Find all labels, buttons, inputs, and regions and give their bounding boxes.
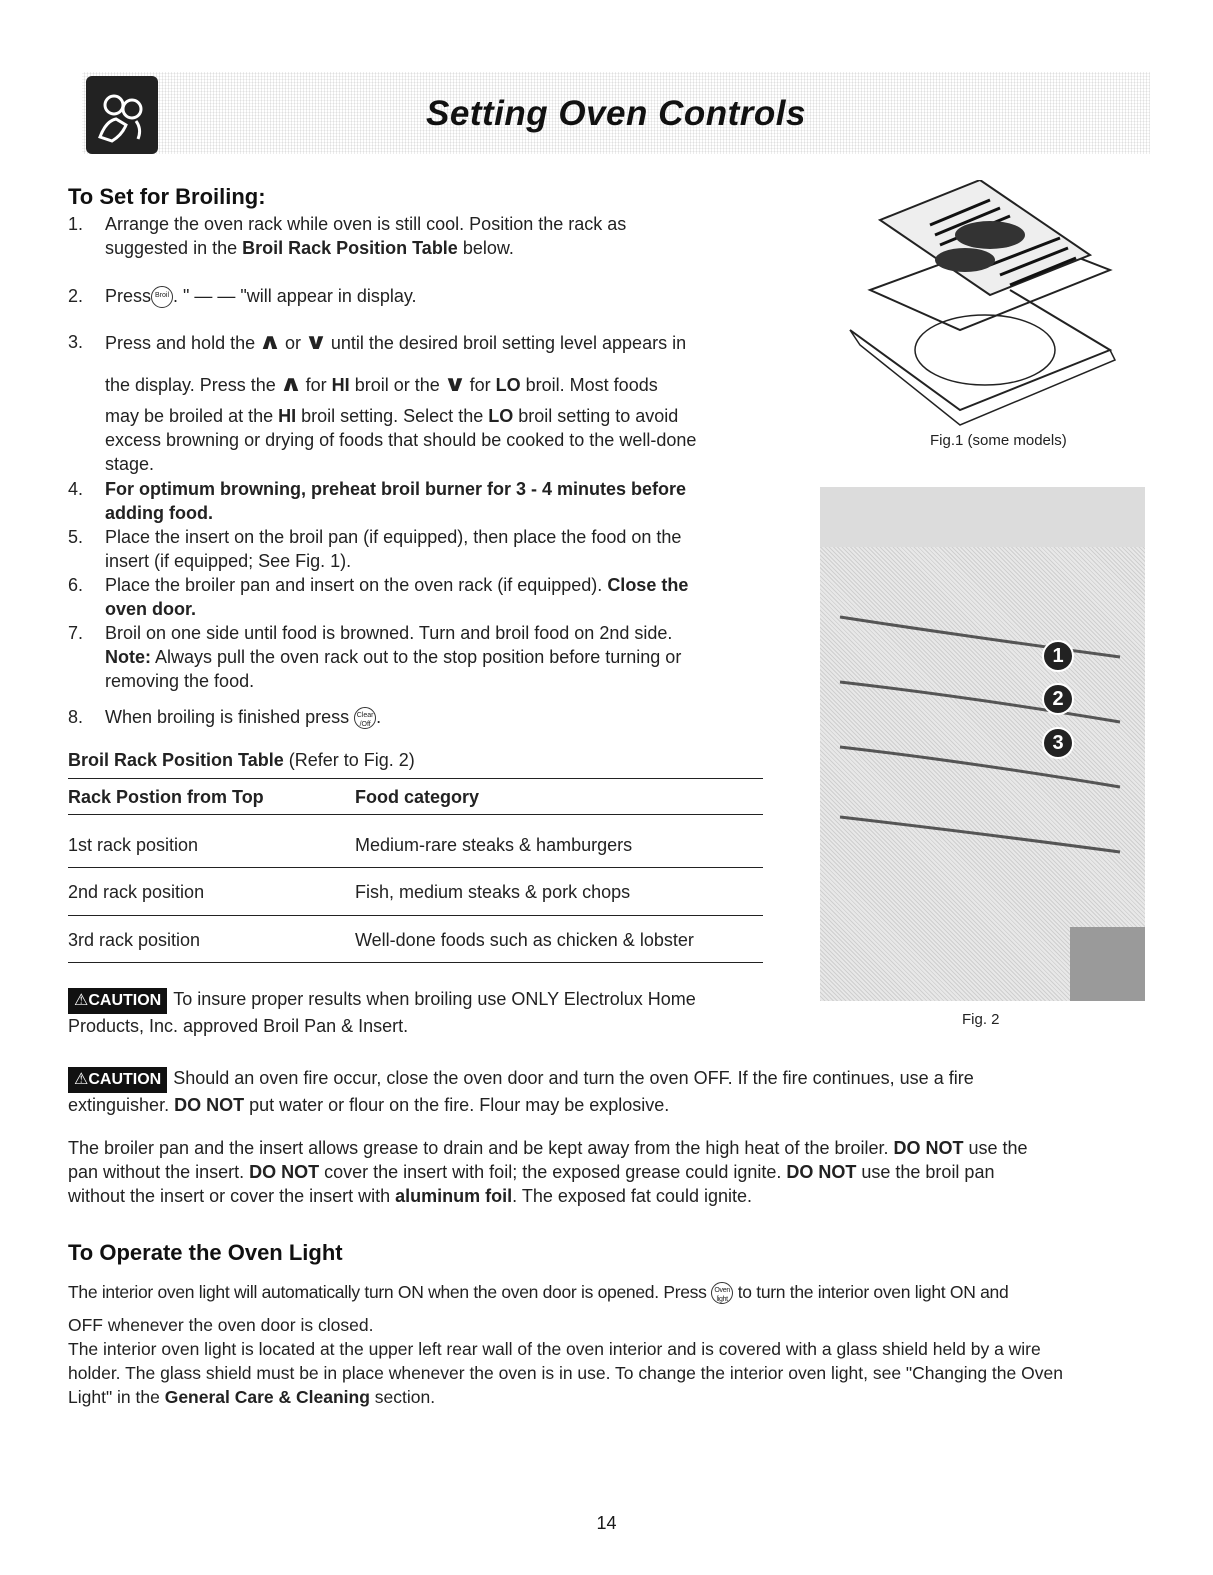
step-number: 1.: [68, 214, 84, 234]
table-header-rack: Rack Postion from Top: [68, 787, 264, 807]
caution-badge: ⚠CAUTION: [68, 988, 167, 1014]
step-number: 5.: [68, 527, 84, 547]
step-3: Press and hold the ∧ or ∨ until the desired broil setting level appears in: [105, 329, 687, 354]
up-arrow-icon: ∧: [258, 329, 282, 354]
step-8: When broiling is finished press Clear /Off .: [105, 707, 382, 729]
oven-light-heading: To Operate the Oven Light: [68, 1240, 343, 1265]
table-header-food: Food category: [355, 787, 480, 807]
divider: [68, 867, 763, 868]
grease-paragraph: The broiler pan and the insert allows grease to drain and be kept away from the high heat of the broiler. DO NOT use the pan without the insert. DO NOT cover the insert with foil; the exposed grease could ignite. DO NOT use the broil pan without the insert or cover the insert with aluminum foil. The exposed fat could ignite.: [68, 1138, 1028, 1206]
down-arrow-icon: ∨: [304, 329, 328, 354]
page-title: Setting Oven Controls: [426, 94, 806, 133]
step-5: Place the insert on the broil pan (if equipped), then place the food on the insert (if equipped; See Fig. 1).: [105, 527, 682, 571]
caution-note-fire: ⚠CAUTION Should an oven fire occur, close the oven door and turn the oven OFF. If the fire continues, use a fire extinguisher. DO NOT put water or flour on the fire. Flour may be explosive.: [68, 1068, 974, 1115]
table-cell: 1st rack position: [68, 835, 199, 855]
table-cell: Fish, medium steaks & pork chops: [355, 882, 631, 902]
caution-note-broil-pan: ⚠CAUTION To insure proper results when broiling use ONLY Electrolux Home Products, Inc. approved Broil Pan & Insert.: [68, 989, 696, 1036]
step-number: 4.: [68, 479, 84, 499]
broil-pan-figure: [840, 180, 1120, 430]
step-number: 3.: [68, 332, 84, 352]
rack-marker-2: 2: [1042, 683, 1074, 715]
step-3-line-2: the display. Press the ∧ for HI broil or the ∨ for LO broil. Most foods: [105, 371, 658, 396]
step-1: Arrange the oven rack while oven is still cool. Position the rack as suggested in the Broil Rack Position Table below.: [105, 214, 627, 258]
broil-key-icon: Broil: [151, 286, 173, 308]
header-banner: [82, 72, 1150, 154]
step-number: 6.: [68, 575, 84, 595]
rack-marker-1: 1: [1042, 640, 1074, 672]
up-arrow-icon: ∧: [279, 371, 303, 396]
fig1-caption: Fig.1 (some models): [930, 432, 1067, 449]
step-number: 7.: [68, 623, 84, 643]
divider: [68, 778, 763, 779]
step-3-rest: may be broiled at the HI broil setting. Select the LO broil setting to avoid excess browning or drying of foods that should be cooked to the well-done stage.: [105, 406, 697, 474]
rack-marker-3: 3: [1042, 727, 1074, 759]
step-7: Broil on one side until food is browned. Turn and broil food on 2nd side. Note: Always pull the oven rack out to the stop position before turning or removing the food.: [105, 623, 682, 691]
oven-light-key-icon: Oven light: [711, 1282, 733, 1304]
page-number: 14: [596, 1513, 617, 1533]
table-cell: 3rd rack position: [68, 930, 201, 950]
step-4: For optimum browning, preheat broil burner for 3 - 4 minutes before adding food.: [105, 479, 687, 523]
caution-badge: ⚠CAUTION: [68, 1067, 167, 1093]
step-2: Press Broil . " — — "will appear in display.: [105, 284, 417, 308]
step-number: 8.: [68, 707, 84, 727]
oven-racks-photo: [820, 487, 1145, 1001]
oven-light-paragraph: OFF whenever the oven door is closed. The interior oven light is located at the upper left rear wall of the oven interior and is covered with a glass shield held by a wire holder. The glass shield must be in place whenever the oven is in use. To change the interior oven light, see "Changing the Oven Light" in the General Care & Cleaning section.: [68, 1315, 1063, 1407]
step-6: Place the broiler pan and insert on the oven rack (if equipped). Close the oven door.: [105, 575, 689, 619]
fig2-caption: Fig. 2: [962, 1011, 1000, 1028]
down-arrow-icon: ∨: [443, 371, 467, 396]
table-caption: Broil Rack Position Table (Refer to Fig. 2): [68, 750, 415, 770]
table-cell: 2nd rack position: [68, 882, 205, 902]
divider: [68, 962, 763, 963]
divider: [68, 915, 763, 916]
table-cell: Medium-rare steaks & hamburgers: [355, 835, 633, 855]
oven-light-line-1: The interior oven light will automatically turn ON when the oven door is opened. Press Oven light to turn the interior oven light ON and: [68, 1282, 1009, 1304]
step-number: 2.: [68, 286, 84, 306]
clear-off-key-icon: Clear /Off: [354, 707, 376, 729]
broiling-heading: To Set for Broiling:: [68, 184, 266, 209]
divider: [68, 814, 763, 815]
table-cell: Well-done foods such as chicken & lobster: [355, 930, 694, 950]
